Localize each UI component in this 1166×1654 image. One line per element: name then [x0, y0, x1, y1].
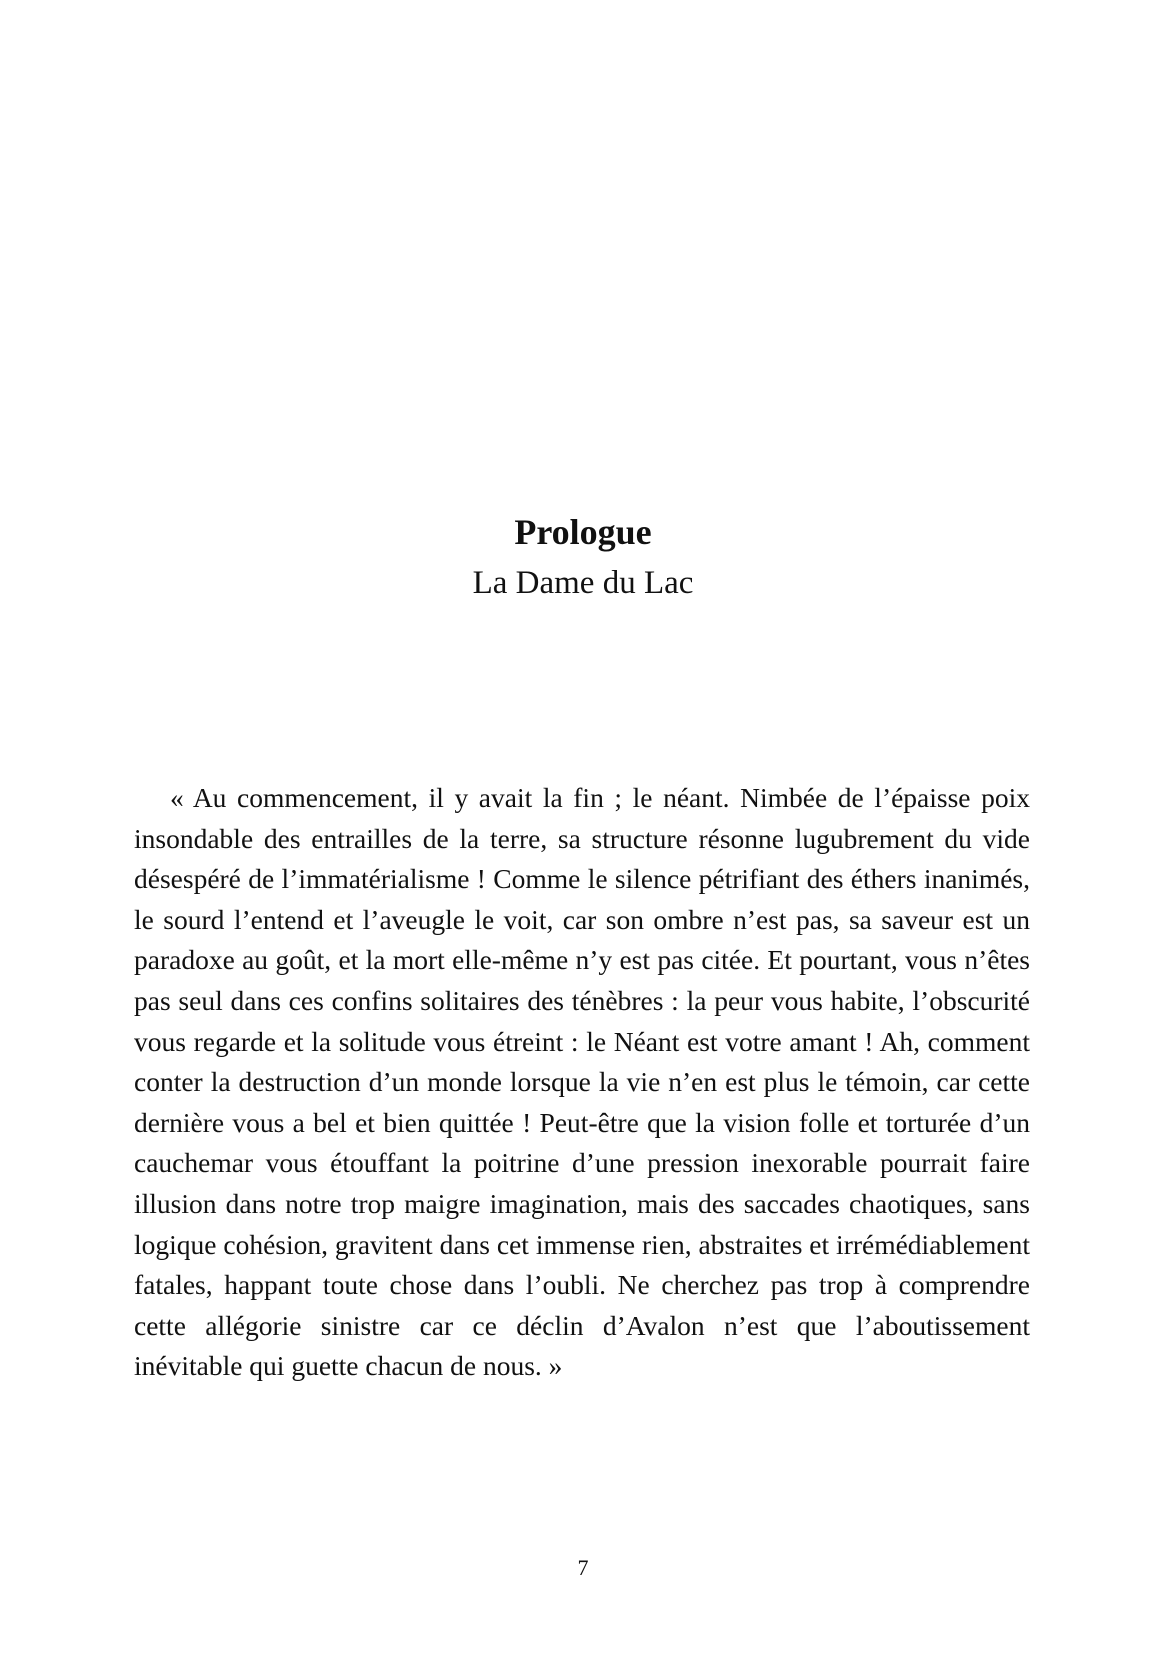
page-number: 7: [577, 1555, 589, 1580]
chapter-title: La Dame du Lac: [472, 565, 694, 601]
chapter-label: Prologue: [514, 512, 652, 552]
chapter-heading: [0, 510, 1166, 604]
body-paragraph: « Au commencement, il y avait la fin ; le néant. Nimbée de l’épaisse poix insondable des entrailles de la terre, sa structure résonne lugubrement du vide désespéré de l’immatérialisme ! Comme le silence pétrifiant des éthers inanimés, le sourd l’entend et l’aveugle le voit, car son ombre n’est pas, sa saveur est un paradoxe au goût, et la mort elle-même n’y est pas citée. Et pourtant, vous n’êtes pas seul dans ces confins solitaires des ténèbres : la peur vous habite, l’obscurité vous regarde et la solitude vous étreint : le Néant est votre amant ! Ah, comment conter la destruction d’un monde lorsque la vie n’en est plus le témoin, car cette dernière vous a bel et bien quittée ! Peut-être que la vision folle et torturée d’un cauchemar vous étouffant la poitrine d’une pression inexorable pourrait faire illusion dans notre trop maigre imagination, mais des saccades chaotiques, sans logique cohésion, gravitent dans cet immense rien, abstraites et irrémédiablement fatales, happant toute chose dans l’oubli. Ne cherchez pas trop à comprendre cette allégorie sinistre car ce déclin d’Avalon n’est que l’aboutissement inévitable qui guette chacun de nous. »: [134, 782, 1030, 1382]
